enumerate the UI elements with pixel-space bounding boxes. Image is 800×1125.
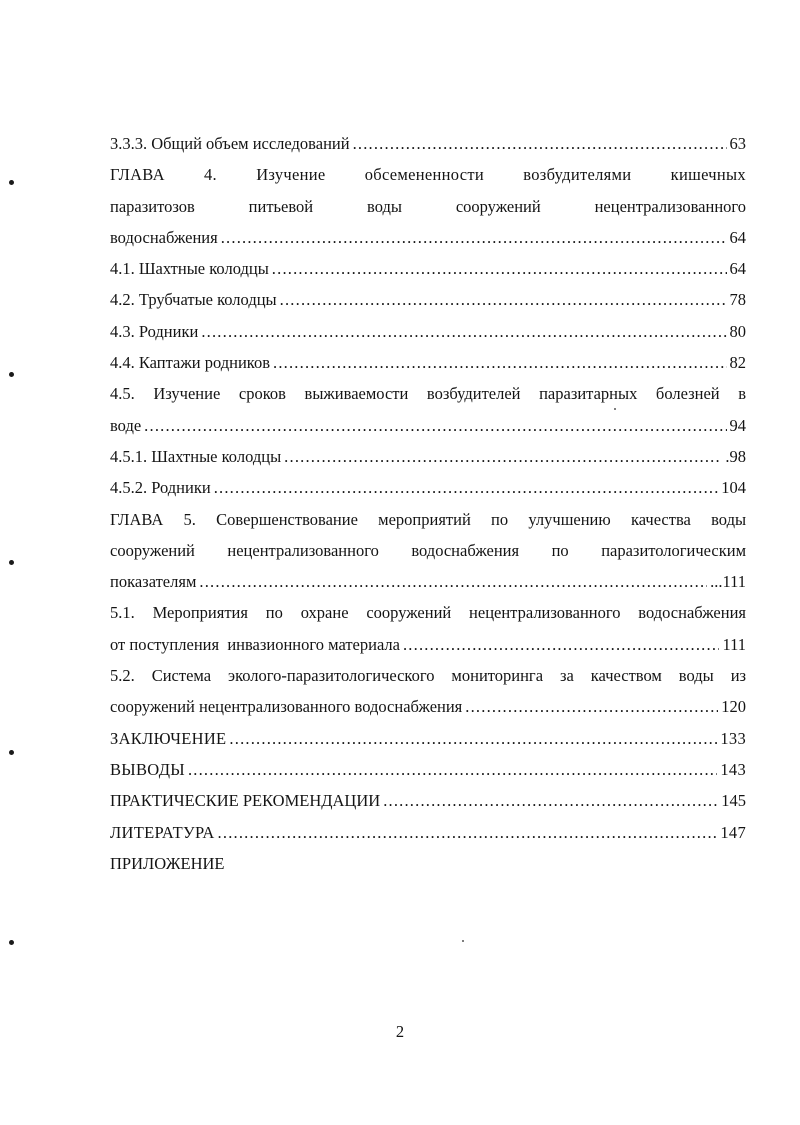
toc-entry-title: ПРАКТИЧЕСКИЕ РЕКОМЕНДАЦИИ [110,791,381,811]
toc-entry-title: сооружений нецентрализованного водоснабжения [110,697,463,717]
table-of-contents [110,128,746,879]
toc-entry-title: ЛИТЕРАТУРА [110,822,215,842]
toc-entry-page: 63 [729,134,746,153]
toc-word: эколого-паразитологического [228,666,435,686]
toc-entry-page: 111 [722,634,746,654]
dot-leader [403,629,719,660]
toc-word: по [551,540,569,560]
toc-word: питьевой [248,196,314,216]
toc-word: 4.5. [110,384,135,404]
toc-entry-page: ...111 [710,572,746,592]
toc-entry [110,347,746,378]
toc-word: воды [678,666,714,686]
toc-entry-page: 64 [729,259,746,279]
toc-entry [110,441,746,472]
toc-entry [110,284,746,315]
toc-entry [110,629,746,660]
dot-leader [229,723,717,754]
toc-word: возбудителями [523,165,632,185]
binding-hole-mark [9,560,14,565]
toc-entry-title: ВЫВОДЫ [110,759,185,779]
toc-word: ГЛАВА [110,509,164,529]
toc-section-5-2-heading-line-1 [110,660,746,691]
toc-entry-page: 147 [720,822,746,842]
toc-word: Изучение [153,384,221,404]
toc-entry-page: 143 [720,759,746,779]
toc-entry-page: 145 [721,791,746,811]
toc-entry-title: 4.5.1. Шахтные колодцы [110,446,282,466]
toc-word: нецентрализованного [469,603,621,623]
toc-word: в [738,384,746,404]
dot-leader [280,284,727,315]
toc-word: паразитозов [110,196,195,216]
toc-entry-title: от поступления инвазионного материала [110,634,400,654]
dot-leader [284,441,722,472]
toc-word: воды [711,509,746,529]
toc-entry-title: воде [110,415,142,435]
toc-word: возбудителей [426,384,521,404]
toc-entry [110,754,746,785]
toc-word: мониторинга [451,666,544,686]
toc-word: Система [151,666,212,686]
toc-word: по [265,603,283,623]
toc-entry [110,691,746,722]
toc-entry [110,785,746,816]
toc-word: Мероприятия [152,603,248,623]
toc-entry [110,410,746,441]
toc-entry [110,128,746,159]
dot-leader [465,691,718,722]
toc-word: водоснабжения [411,540,520,560]
dot-leader [273,347,727,378]
toc-entry-title: 4.2. Трубчатые колодцы [110,290,277,310]
toc-word: сооружений [455,196,541,216]
toc-entry-page: 78 [729,290,746,310]
toc-entry [110,316,746,347]
toc-word: охране [300,603,349,623]
toc-word: качеством [590,666,662,686]
toc-word: 5.2. [110,666,135,686]
toc-entry-page: 80 [729,321,746,341]
toc-word: 4. [204,165,217,185]
dot-leader [353,128,727,159]
toc-word: качества [630,509,691,529]
toc-entry [110,723,746,754]
scan-speck [462,940,464,942]
toc-word: за [559,666,574,686]
toc-entry [110,253,746,284]
toc-entry-title: ЗАКЛЮЧЕНИЕ [110,728,227,748]
toc-word: обсемененности [364,165,485,185]
toc-word: кишечных [670,165,746,185]
toc-word: болезней [655,384,720,404]
binding-hole-mark [9,180,14,185]
toc-section-4-5-heading-line-1 [110,378,746,409]
toc-word: нецентрализованного [227,540,379,560]
toc-word: сооружений [110,540,195,560]
toc-word: из [730,666,746,686]
toc-entry-title: водоснабжения [110,227,218,247]
dot-leader [144,410,726,441]
toc-word: паразитологическим [601,540,746,560]
toc-entry-title: показателям [110,572,197,592]
toc-entry-page: 64 [729,227,746,247]
toc-entry-page: 82 [729,353,746,373]
toc-entry [110,566,746,597]
dot-leader [201,316,726,347]
toc-word: сооружений [366,603,452,623]
toc-entry [110,222,746,253]
toc-chapter-5-heading-line-1 [110,504,746,535]
toc-chapter-5-heading-line-2 [110,535,746,566]
dot-leader [383,785,718,816]
dot-leader [221,222,727,253]
toc-entry-title: 3.3.3. Общий объем исследований [110,134,350,153]
toc-word: улучшению [528,509,611,529]
toc-entry [110,817,746,848]
toc-word: по [491,509,509,529]
toc-word: нецентрализованного [594,196,746,216]
toc-word: водоснабжения [638,603,746,623]
toc-word: мероприятий [378,509,471,529]
toc-word: воды [367,196,402,216]
toc-entry-title: 4.1. Шахтные колодцы [110,259,269,279]
toc-entry-title: 4.3. Родники [110,321,199,341]
toc-chapter-4-heading-line-2 [110,191,746,222]
toc-word: 5. [183,509,196,529]
page-number: 2 [395,1022,405,1041]
dot-leader [272,253,727,284]
toc-word: Совершенствование [216,509,358,529]
toc-word: ГЛАВА [110,165,165,185]
toc-entry-title: 4.5.2. Родники [110,478,211,498]
toc-entry-page: 104 [721,478,746,498]
dot-leader [199,566,707,597]
toc-word: Изучение [256,165,326,185]
dot-leader [188,754,717,785]
dot-leader [214,472,719,503]
toc-entry [110,472,746,503]
toc-chapter-4-heading-line-1 [110,159,746,190]
dot-leader [218,817,718,848]
binding-hole-mark [9,372,14,377]
toc-word: выживаемости [304,384,409,404]
toc-entry-page: 133 [720,728,746,748]
toc-section-5-1-heading-line-1 [110,597,746,628]
toc-word: 5.1. [110,603,135,623]
toc-entry-page: 120 [721,697,746,717]
toc-entry-page: .98 [725,446,746,466]
toc-entry-title: ПРИЛОЖЕНИЕ [110,853,225,873]
binding-hole-mark [9,750,14,755]
toc-entry-page: 94 [729,415,746,435]
toc-word: паразитарных [539,384,638,404]
toc-word: сроков [238,384,286,404]
toc-entry [110,848,746,879]
toc-entry-title: 4.4. Каптажи родников [110,353,270,373]
binding-hole-mark [9,940,14,945]
